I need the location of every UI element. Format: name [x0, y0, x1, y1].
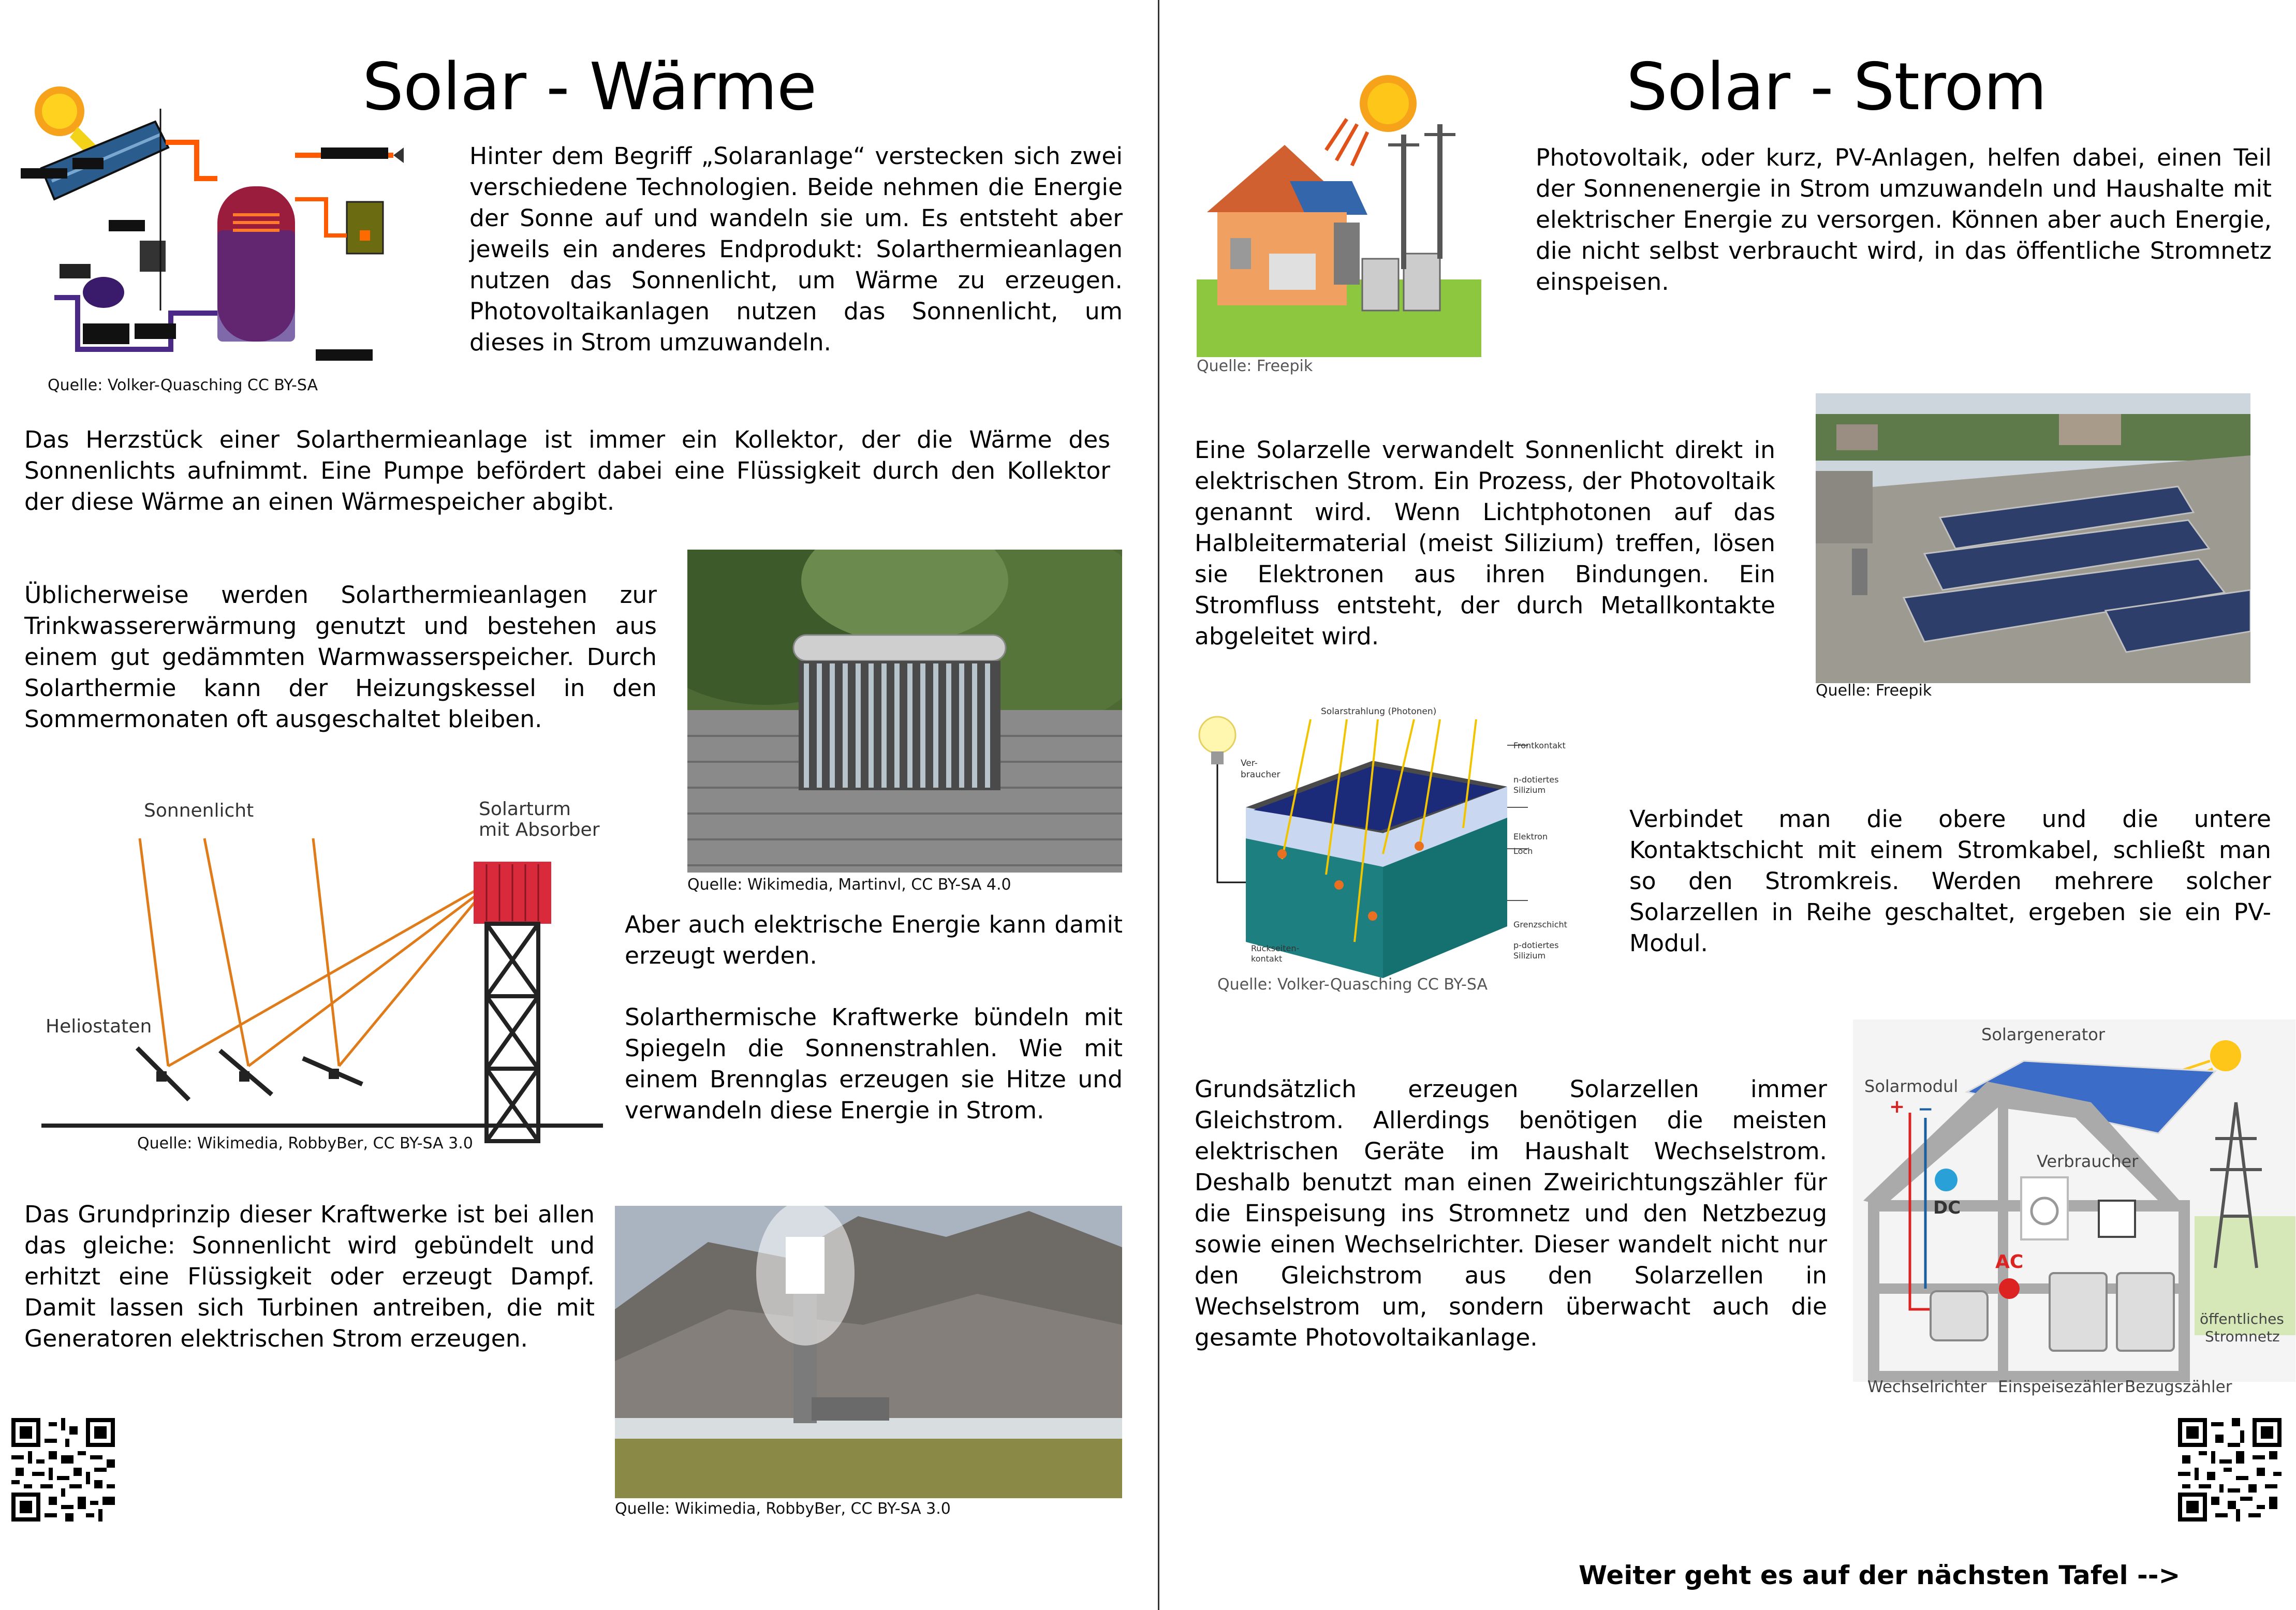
- grundprinzip-paragraph: Das Grundprinzip dieser Kraftwerke ist bei allen das gleiche: Sonnenlicht wird gebündelt und erhitzt eine Flüssigkeit oder erzeugt Dampf. Damit lassen sich Turbinen antreiben, die mit Generatoren elektrischen Strom erzeugen.: [24, 1201, 595, 1352]
- label-plus: +: [1889, 1096, 1905, 1117]
- solar-tower-plant-photo: [615, 1206, 1122, 1498]
- roof-solar-heater-photo: [687, 550, 1122, 873]
- center-divider: [1158, 0, 1159, 1610]
- next-panel-link[interactable]: Weiter geht es auf der nächsten Tafel -->: [1579, 1560, 2181, 1590]
- qr-code-left[interactable]: [11, 1418, 115, 1522]
- label-loch: Loch: [1513, 846, 1533, 856]
- caption-house: Quelle: Freepik: [1197, 357, 1313, 375]
- caption-rooftop: Quelle: Freepik: [1816, 682, 1932, 700]
- left-title: Solar - Wärme: [362, 49, 817, 125]
- verbindet-paragraph: Verbindet man die obere und die untere Kontaktschicht mit einem Stromkabel, schließt man so den Stromkreis. Werden mehrere solcher Solarzellen in Reihe geschaltet, ergeben sie ein PV-Modul.: [1629, 805, 2271, 957]
- label-verbraucher-2: braucher: [1241, 770, 1281, 780]
- label-elektron: Elektron: [1513, 832, 1548, 841]
- warmwasser-paragraph: Üblicherweise werden Solarthermieanlagen zur Trinkwassererwärmung genutzt und bestehen aus einem gut gedämmten Warmwasserspeicher. Durch Solarthermie kann der Heizungskessel in den Sommermonaten oft ausgeschaltet bleiben.: [24, 581, 657, 733]
- label-n-silizium-2: Silizium: [1513, 785, 1546, 795]
- gleichstrom-paragraph: Grundsätzlich erzeugen Solarzellen immer Gleichstrom. Allerdings benötigen die meisten elektrischen Geräte im Haushalt Wechselstrom. Deshalb benutzt man einen Zweirichtungszähler für die Einspeisung ins Stromnetz und den Netzbezug sowie einen Wechselrichter. Dieser wandelt nicht nur den Gleichstrom aus den Solarzellen in Wechselstrom um, sondern überwacht auch die gesamte Photovoltaikanlage.: [1195, 1075, 1827, 1351]
- label-n-silizium-1: n-dotiertes: [1513, 775, 1559, 785]
- right-title: Solar - Strom: [1626, 49, 2047, 125]
- label-heliostaten: Heliostaten: [46, 1016, 152, 1037]
- qr-code-right[interactable]: [2178, 1418, 2282, 1522]
- solar-thermal-diagram: [21, 80, 435, 375]
- solar-cell-diagram: [1197, 704, 1569, 983]
- label-p-silizium-2: Silizium: [1513, 951, 1546, 961]
- label-bezugszaehler: Bezugszähler: [2125, 1378, 2232, 1396]
- label-wechselrichter: Wechselrichter: [1867, 1378, 1987, 1396]
- label-rueckseite-1: Rückseiten-: [1251, 943, 1300, 953]
- label-sonnenlicht: Sonnenlicht: [144, 800, 254, 821]
- caption-roof-heater: Quelle: Wikimedia, Martinvl, CC BY-SA 4.0: [687, 876, 1011, 894]
- label-solarmodul: Solarmodul: [1864, 1076, 1959, 1096]
- label-solarturm: Solarturm: [479, 799, 571, 820]
- label-einspeisezaehler: Einspeisezähler: [1998, 1378, 2123, 1396]
- label-grid-2: Stromnetz: [2205, 1328, 2280, 1345]
- label-dc: DC: [1933, 1198, 1961, 1218]
- kollektor-paragraph: Das Herzstück einer Solarthermieanlage ist immer ein Kollektor, der die Wärme des Sonnenlichts aufnimmt. Eine Pumpe befördert dabei eine Flüssigkeit durch den Kollektor der diese Wärme an einen Wärmespeicher abgibt.: [24, 426, 1110, 515]
- label-rueckseite-2: kontakt: [1251, 954, 1283, 964]
- pv-house-illustration: [1197, 62, 1481, 357]
- label-solargenerator: Solargenerator: [1981, 1025, 2105, 1044]
- label-verbraucher: Verbraucher: [2037, 1151, 2139, 1171]
- label-photons: Solarstrahlung (Photonen): [1321, 706, 1437, 717]
- rooftop-pv-photo: [1816, 393, 2250, 683]
- right-intro-paragraph: Photovoltaik, oder kurz, PV-Anlagen, helfen dabei, einen Teil der Sonnenenergie in Strom umzuwandeln und Haushalte mit elektrischer Energie zu versorgen. Können aber auch Energie, die nicht selbst verbraucht wird, in das öffentliche Stromnetz einspeisen.: [1536, 144, 2272, 296]
- solar-tower-diagram: [41, 797, 611, 1149]
- caption-plant-photo: Quelle: Wikimedia, RobbyBer, CC BY-SA 3.0: [615, 1500, 951, 1518]
- label-absorber: mit Absorber: [479, 819, 600, 840]
- caption-tower-diagram: Quelle: Wikimedia, RobbyBer, CC BY-SA 3.0: [137, 1134, 473, 1153]
- label-verbraucher-1: Ver-: [1241, 758, 1258, 769]
- caption-thermal-diagram: Quelle: Volker-Quasching CC BY-SA: [48, 376, 318, 394]
- label-grenzschicht: Grenzschicht: [1513, 920, 1567, 929]
- label-p-silizium-1: p-dotiertes: [1513, 940, 1559, 950]
- pv-system-diagram: [1853, 999, 2295, 1402]
- left-intro-paragraph: Hinter dem Begriff „Solaranlage“ verstecken sich zwei verschiedene Technologien. Beide nehmen die Energie der Sonne auf und wandeln sie um. Es entsteht aber jeweils ein anderes Endprodukt: Solarthermieanlagen nutzen das Sonnenlicht, um Wärme zu erzeugen. Photovoltaikanlagen nutzen das Sonnenlicht, um dieses in Strom umzuwandeln.: [469, 142, 1123, 356]
- label-minus: −: [1918, 1099, 1934, 1120]
- label-ac: AC: [1995, 1251, 2024, 1273]
- elektrisch-paragraph: Aber auch elektrische Energie kann damit erzeugt werden.: [625, 911, 1123, 969]
- label-grid-1: öffentliches: [2200, 1310, 2284, 1327]
- sun-icon: [2210, 1040, 2241, 1071]
- label-frontkontakt: Frontkontakt: [1513, 741, 1566, 750]
- solarzelle-paragraph: Eine Solarzelle verwandelt Sonnenlicht direkt in elektrischen Strom. Ein Prozess, der Photovoltaik genannt wird. Wenn Lichtphotonen auf das Halbleitermaterial (meist Silizium) treffen, lösen sie Elektronen aus ihren Bindungen. Ein Stromfluss entsteht, der durch Metallkontakte abgeleitet wird.: [1195, 436, 1775, 650]
- kraftwerke-paragraph: Solarthermische Kraftwerke bündeln mit Spiegeln die Sonnenstrahlen. Wie mit einem Brennglas erzeugen sie Hitze und verwandeln diese Energie in Strom.: [625, 1003, 1123, 1124]
- caption-cell: Quelle: Volker-Quasching CC BY-SA: [1217, 976, 1488, 994]
